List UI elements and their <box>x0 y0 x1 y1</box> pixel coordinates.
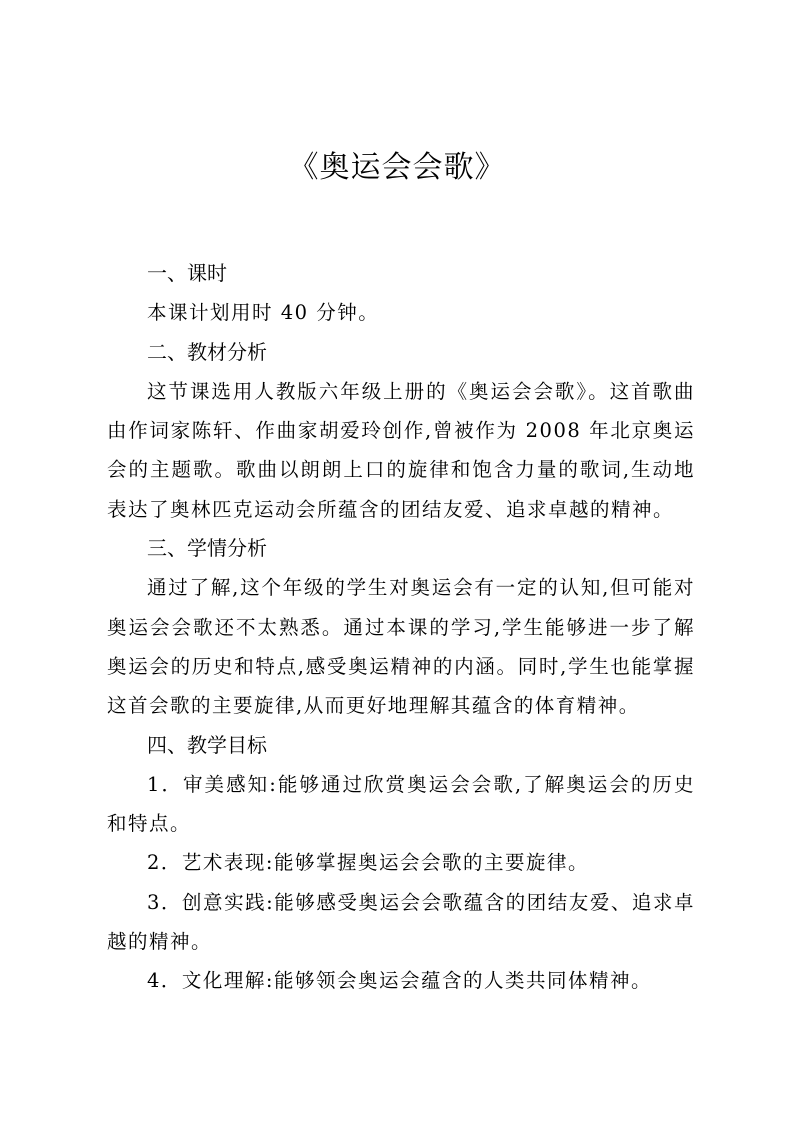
goal-item-artistic: 2．艺术表现:能够掌握奥运会会歌的主要旋律。 <box>147 851 589 875</box>
document-title: 《奥运会会歌》 <box>288 150 506 185</box>
section-heading-material-analysis: 二、教材分析 <box>147 339 267 364</box>
section-heading-student-analysis: 三、学情分析 <box>147 536 267 561</box>
goal-item-aesthetic: 1．审美感知:能够通过欣赏奥运会会歌,了解奥运会的历史和特点。 <box>107 772 695 836</box>
goal-item-cultural: 4．文化理解:能够领会奥运会蕴含的人类共同体精神。 <box>147 969 652 993</box>
goal-item-creative: 3．创意实践:能够感受奥运会会歌蕴含的团结友爱、追求卓越的精神。 <box>107 890 695 954</box>
paragraph-student-analysis: 通过了解,这个年级的学生对奥运会有一定的认知,但可能对奥运会会歌还不太熟悉。通过本课的学习,学生能够进一步了解奥运会的历史和特点,感受奥运精神的内涵。同时,学生也能掌握这首会歌的主要旋律,从而更好地理解其蕴含的体育精神。 <box>107 576 695 718</box>
section-heading-class-hours: 一、课时 <box>147 261 227 285</box>
section-heading-teaching-goals: 四、教学目标 <box>147 732 267 757</box>
paragraph-class-hours: 本课计划用时 40 分钟。 <box>147 301 380 325</box>
paragraph-material-analysis: 这节课选用人教版六年级上册的《奥运会会歌》。这首歌曲由作词家陈轩、作曲家胡爱玲创作,曾被作为 2008 年北京奥运会的主题歌。歌曲以朗朗上口的旋律和饱含力量的歌词,生动地表达了奥林匹克运动会所蕴含的团结友爱、追求卓越的精神。 <box>107 379 695 521</box>
document-body <box>107 254 695 1001</box>
